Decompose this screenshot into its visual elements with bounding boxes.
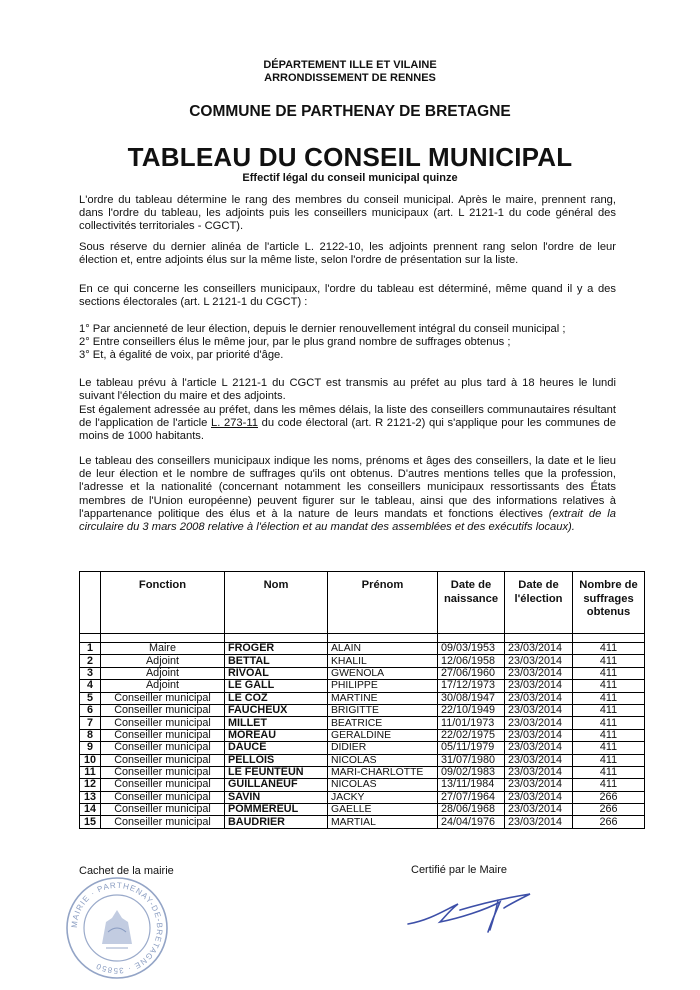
table-row: 2 Adjoint BETTAL KHALIL 12/06/1958 23/03/2014 411 <box>80 655 645 667</box>
table-header-row <box>80 572 645 634</box>
table-row: 8 Conseiller municipal MOREAU GERALDINE 22/02/1975 23/03/2014 411 <box>80 729 645 741</box>
circular-citation: (extrait de la circulaire du 3 mars 2008 relative à l'élection et au mandat des assemblées et des exécutifs locaux). <box>79 507 617 534</box>
table-row: 11 Conseiller municipal LE FEUNTEUN MARI-CHARLOTTE 09/02/1983 23/03/2014 411 <box>80 766 645 778</box>
paragraph-conseillers: En ce qui concerne les conseillers municipaux, l'ordre du tableau est déterminé, même quand il y a des sections électorales (art. L 2121-1 du CGCT) : <box>79 283 616 309</box>
article-link[interactable]: L. 273-11 <box>211 417 258 430</box>
header-suffrages: Nombre de suffrages obtenus <box>573 572 645 634</box>
council-table <box>79 571 645 829</box>
table-row: 15 Conseiller municipal BAUDRIER MARTIAL 24/04/1976 23/03/2014 266 <box>80 816 645 828</box>
mayor-certification-label: Certifié par le Maire <box>411 864 507 876</box>
page-subtitle: Effectif légal du conseil municipal quinze <box>242 172 458 184</box>
mairie-stamp-label: Cachet de la mairie <box>79 865 174 877</box>
arrondissement-heading: ARRONDISSEMENT DE RENNES <box>264 72 436 84</box>
paragraph-order: L'ordre du tableau détermine le rang des membres du conseil municipal. Après le maire, prennent rang, dans l'ordre du tableau, les adjoints puis les conseillers municipaux (art. L 2121-1 du code général des collectivités territoriales - CGCT). <box>79 194 616 233</box>
table-row: 12 Conseiller municipal GUILLANEUF NICOLAS 13/11/1984 23/03/2014 411 <box>80 779 645 791</box>
paragraph-transmission: Le tableau prévu à l'article L 2121-1 du CGCT est transmis au préfet au plus tard à 18 heures le lundi suivant l'élection du maire et des adjoints. <box>79 377 616 403</box>
mayor-signature-icon <box>400 880 540 940</box>
table-row: 3 Adjoint RIVOAL GWENOLA 27/06/1960 23/03/2014 411 <box>80 667 645 679</box>
table-row: 9 Conseiller municipal DAUCE DIDIER 05/11/1979 23/03/2014 411 <box>80 742 645 754</box>
commune-heading: COMMUNE DE PARTHENAY DE BRETAGNE <box>189 103 511 120</box>
table-row: 13 Conseiller municipal SAVIN JACKY 27/07/1964 23/03/2014 266 <box>80 791 645 803</box>
header-spacer <box>80 634 645 643</box>
rule-1: 1° Par ancienneté de leur élection, depuis le dernier renouvellement intégral du conseil municipal ; <box>79 323 566 335</box>
table-row: 4 Adjoint LE GALL PHILIPPE 17/12/1973 23/03/2014 411 <box>80 680 645 692</box>
header-election: Date de l'élection <box>505 572 573 634</box>
table-row: 7 Conseiller municipal MILLET BEATRICE 11/01/1973 23/03/2014 411 <box>80 717 645 729</box>
header-fonction: Fonction <box>101 572 225 634</box>
department-heading: DÉPARTEMENT ILLE ET VILAINE <box>263 59 437 71</box>
table-row: 5 Conseiller municipal LE COZ MARTINE 30/08/1947 23/03/2014 411 <box>80 692 645 704</box>
svg-text:MAIRIE · PARTHENAY-DE-BRETAGNE: MAIRIE · PARTHENAY-DE-BRETAGNE · 35850 <box>69 880 165 976</box>
page-title: TABLEAU DU CONSEIL MUNICIPAL <box>127 142 573 172</box>
ordering-rules-list <box>79 323 616 363</box>
mairie-seal-icon <box>62 872 172 984</box>
table-row: 14 Conseiller municipal POMMEREUL GAELLE 28/06/1968 23/03/2014 266 <box>80 804 645 816</box>
paragraph-adjoints: Sous réserve du dernier alinéa de l'article L. 2122-10, les adjoints prennent rang selon l'ordre de leur élection et, entre adjoints élus sur la même liste, selon l'ordre de présentation sur la liste. <box>79 241 616 267</box>
rule-3: 3° Et, à égalité de voix, par priorité d'âge. <box>79 349 284 362</box>
table-row: 1 Maire FROGER ALAIN 09/03/1953 23/03/2014 411 <box>80 643 645 655</box>
header-naissance: Date de naissance <box>438 572 505 634</box>
table-row: 10 Conseiller municipal PELLOIS NICOLAS 31/07/1980 23/03/2014 411 <box>80 754 645 766</box>
header-number <box>80 572 101 634</box>
council-rows <box>80 643 645 829</box>
rule-2: 2° Entre conseillers élus le même jour, par le plus grand nombre de suffrages obtenus ; <box>79 336 511 349</box>
paragraph-contents: Le tableau des conseillers municipaux indique les noms, prénoms et âges des conseillers, la date et le lieu de leur élection et le nombre de suffrages qu'ils ont obtenus. D'autres mentions telles que la profession, l'adresse et la nationalité (concernant notamment les conseillers municipaux ressortissants des États membres de l'Union européenne) peuvent figurer sur le tableau, ainsi que des informations relatives à l'appartenance politique des élus et à la nature de leurs mandats et fonctions électives (extrait de la circulaire du 3 mars 2008 relative à l'élection et au mandat des assemblées et des exécutifs locaux). <box>79 455 617 534</box>
header-nom: Nom <box>225 572 328 634</box>
header-prenom: Prénom <box>328 572 438 634</box>
table-row: 6 Conseiller municipal FAUCHEUX BRIGITTE 22/10/1949 23/03/2014 411 <box>80 704 645 716</box>
paragraph-communautaires: Est également adressée au préfet, dans les mêmes délais, la liste des conseillers communautaires résultant de l'application de l'article L. 273-11 du code électoral (art. R 2121-2) qui s'applique pour les communes de moins de 1000 habitants. <box>79 404 616 443</box>
